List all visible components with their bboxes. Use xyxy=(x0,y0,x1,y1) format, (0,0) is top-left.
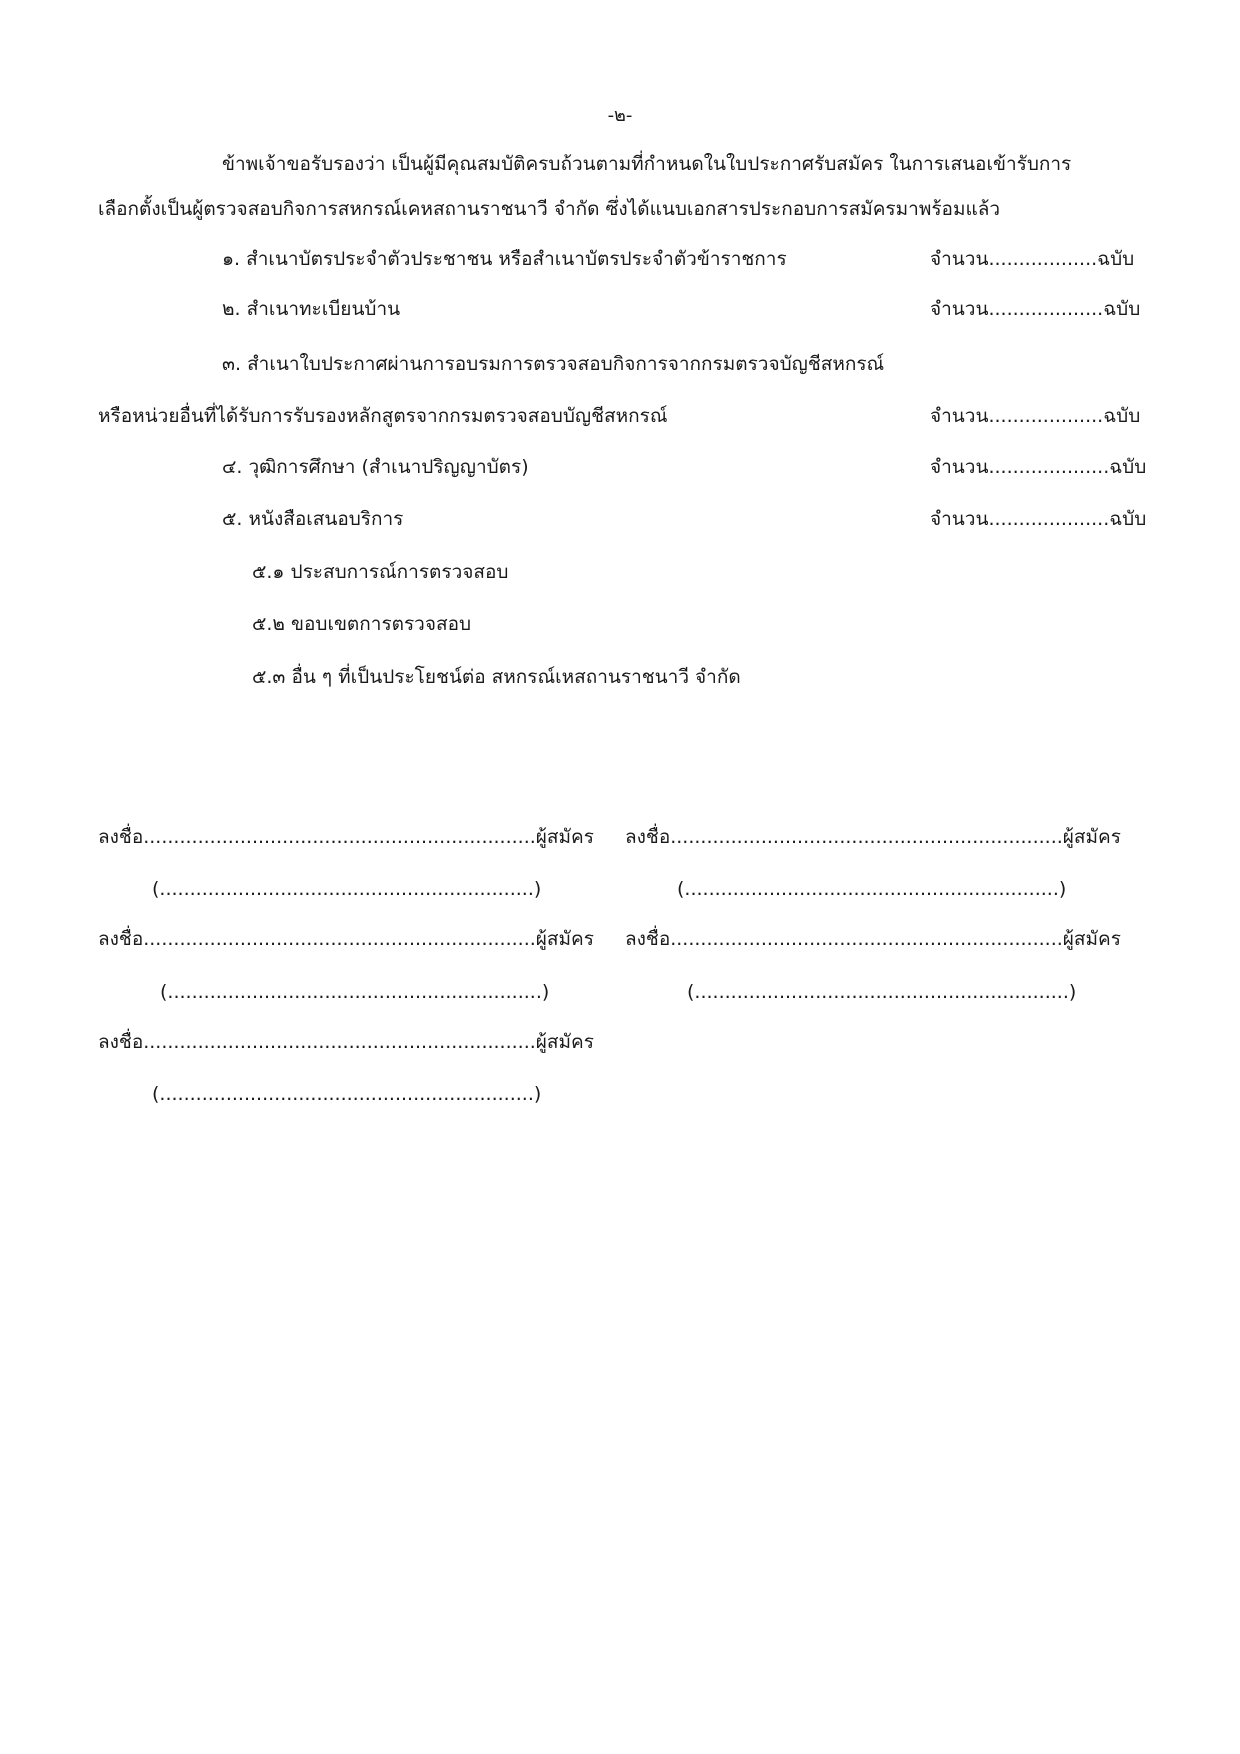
name-line-4: (..............................................................) xyxy=(687,981,1077,1003)
signature-line-5: ลงชื่อ.................................................................ผู้สมัคร xyxy=(98,1031,594,1053)
name-line-3: (..............................................................) xyxy=(160,981,550,1003)
document-item-1: ๑. สำเนาบัตรประจำตัวประชาชน หรือสำเนาบัตรประจำตัวข้าราชการ xyxy=(222,248,787,270)
document-count-1: จำนวน..................ฉบับ xyxy=(930,248,1135,270)
signature-line-4: ลงชื่อ.................................................................ผู้สมัคร xyxy=(625,928,1121,950)
page-number: -๒- xyxy=(607,105,633,126)
document-item-3-continuation: หรือหน่วยอื่นที่ได้รับการรับรองหลักสูตรจากกรมตรวจสอบบัญชีสหกรณ์ xyxy=(98,405,668,427)
signature-line-3: ลงชื่อ.................................................................ผู้สมัคร xyxy=(98,928,594,950)
sub-item-5-3: ๕.๓ อื่น ๆ ที่เป็นประโยชน์ต่อ สหกรณ์เหสถานราชนาวี จำกัด xyxy=(252,666,741,688)
name-line-1: (..............................................................) xyxy=(152,878,542,900)
document-count-2: จำนวน...................ฉบับ xyxy=(930,298,1141,320)
document-item-2: ๒. สำเนาทะเบียนบ้าน xyxy=(222,298,401,320)
document-count-3: จำนวน...................ฉบับ xyxy=(930,405,1141,427)
signature-line-1: ลงชื่อ.................................................................ผู้สมัคร xyxy=(98,826,594,848)
intro-line-2: เลือกตั้งเป็นผู้ตรวจสอบกิจการสหกรณ์เคหสถานราชนาวี จำกัด ซึ่งได้แนบเอกสารประกอบการสมัครมาพร้อมแล้ว xyxy=(98,198,1001,220)
name-line-5: (..............................................................) xyxy=(152,1083,542,1105)
document-count-5: จำนวน....................ฉบับ xyxy=(930,508,1147,530)
name-line-2: (..............................................................) xyxy=(677,878,1067,900)
sub-item-5-2: ๕.๒ ขอบเขตการตรวจสอบ xyxy=(252,613,472,635)
sub-item-5-1: ๕.๑ ประสบการณ์การตรวจสอบ xyxy=(252,561,509,583)
document-item-3: ๓. สำเนาใบประกาศผ่านการอบรมการตรวจสอบกิจการจากกรมตรวจบัญชีสหกรณ์ xyxy=(222,353,885,375)
signature-line-2: ลงชื่อ.................................................................ผู้สมัคร xyxy=(625,826,1121,848)
document-count-4: จำนวน....................ฉบับ xyxy=(930,456,1147,478)
intro-line-1: ข้าพเจ้าขอรับรองว่า เป็นผู้มีคุณสมบัติครบถ้วนตามที่กำหนดในใบประกาศรับสมัคร ในการเสนอเข้ารับการ xyxy=(222,153,1072,175)
document-item-4: ๔. วุฒิการศึกษา (สำเนาปริญญาบัตร) xyxy=(222,456,529,478)
document-item-5: ๕. หนังสือเสนอบริการ xyxy=(222,508,404,530)
